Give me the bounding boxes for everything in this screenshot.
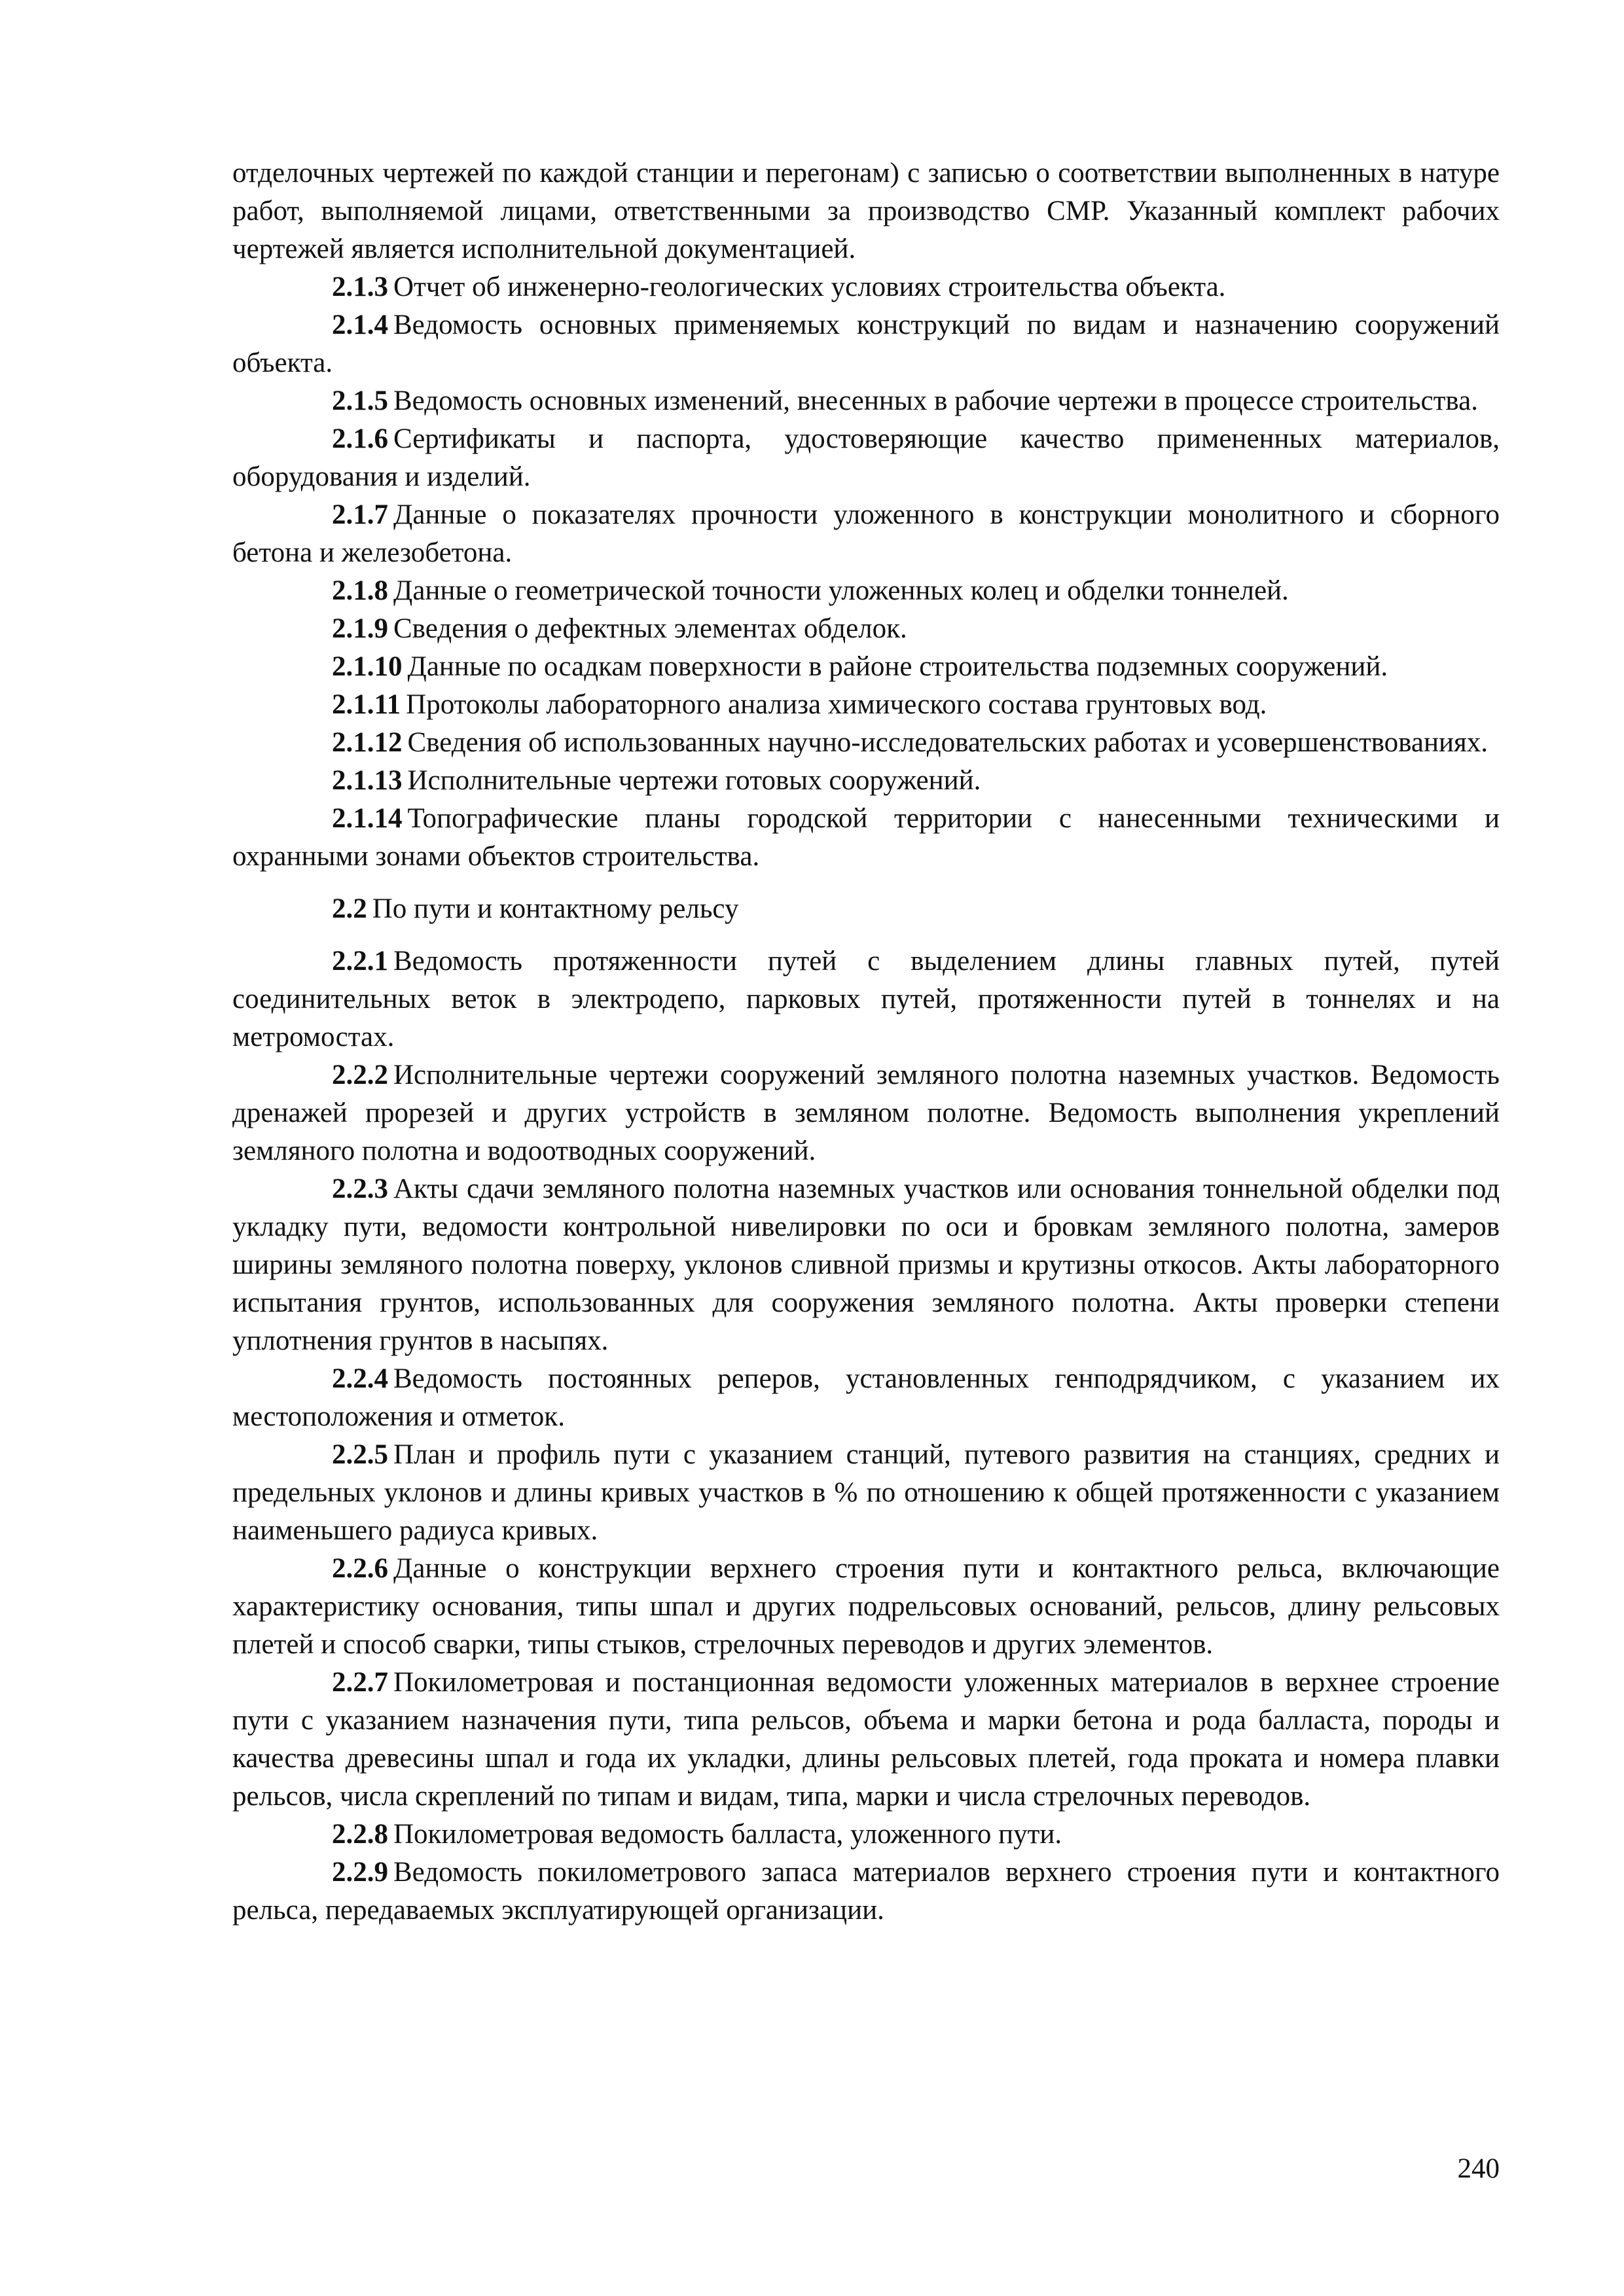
paragraph-2-1-13 bbox=[232, 762, 1500, 800]
paragraph-2-2-5 bbox=[232, 1436, 1500, 1550]
paragraph-text: Ведомость покилометрового запаса материалов верхнего строения пути и контактного рельса, передаваемых эксплуатирующей организации. bbox=[232, 1857, 1500, 1926]
paragraph-text: Отчет об инженерно-геологических условиях строительства объекта. bbox=[393, 272, 1226, 302]
section-number: 2.2.1 bbox=[332, 946, 388, 977]
paragraph-2-1-12 bbox=[232, 724, 1500, 762]
paragraph-text: Сертификаты и паспорта, удостоверяющие качество примененных материалов, оборудования и изделий. bbox=[232, 423, 1500, 492]
section-number: 2.2.9 bbox=[332, 1857, 388, 1888]
section-number: 2.2.6 bbox=[332, 1553, 388, 1584]
section-number: 2.1.6 bbox=[332, 423, 388, 454]
section-number: 2.1.14 bbox=[332, 803, 403, 834]
paragraph-2-1-3 bbox=[232, 268, 1500, 306]
section-number: 2.1.13 bbox=[332, 765, 403, 796]
paragraph-text: Ведомость протяженности путей с выделением длины главных путей, путей соединительных веток в электродепо, парковых путей, протяженности путей в тоннелях и на метромостах. bbox=[232, 946, 1500, 1052]
paragraph-2-2-3 bbox=[232, 1170, 1500, 1360]
section-number: 2.1.9 bbox=[332, 613, 388, 644]
section-number: 2.1.8 bbox=[332, 575, 388, 606]
paragraph-text: Ведомость основных изменений, внесенных в рабочие чертежи в процессе строительства. bbox=[393, 386, 1478, 416]
paragraph-2-1-5 bbox=[232, 382, 1500, 420]
paragraph-text: Акты сдачи земляного полотна наземных участков или основания тоннельной обделки под укладку пути, ведомости контрольной нивелировки по оси и бровкам земляного полотна, замеров ширины земляного полотна поверху, уклонов сливной призмы и крутизны откосов. Акты лабораторного испытания грунтов, использованных для сооружения земляного полотна. Акты проверки степени уплотнения грунтов в насыпях. bbox=[232, 1174, 1500, 1356]
paragraph-2-2-7 bbox=[232, 1664, 1500, 1816]
paragraph-text: Исполнительные чертежи готовых сооружений. bbox=[407, 765, 981, 796]
paragraph-2-1-10 bbox=[232, 648, 1500, 686]
paragraph-text: Ведомость постоянных реперов, установленных генподрядчиком, с указанием их местоположения и отметок. bbox=[232, 1363, 1500, 1432]
paragraph-2-2-4 bbox=[232, 1360, 1500, 1436]
paragraph-text: Топографические планы городской территории с нанесенными техническими и охранными зонами объектов строительства. bbox=[232, 803, 1500, 872]
section-number: 2.2.3 bbox=[332, 1174, 388, 1204]
paragraph-text: Покилометровая ведомость балласта, уложенного пути. bbox=[393, 1819, 1062, 1850]
section-number: 2.1.12 bbox=[332, 727, 403, 758]
section-number: 2.1.11 bbox=[332, 689, 401, 720]
paragraph-text: Ведомость основных применяемых конструкций по видам и назначению сооружений объекта. bbox=[232, 310, 1500, 378]
paragraph-text: Данные о геометрической точности уложенных колец и обделки тоннелей. bbox=[393, 575, 1289, 606]
paragraph-2-2-9 bbox=[232, 1854, 1500, 1929]
paragraph-text: Сведения о дефектных элементах обделок. bbox=[393, 613, 907, 644]
paragraph-text: Данные по осадкам поверхности в районе строительства подземных сооружений. bbox=[407, 651, 1388, 682]
section-number: 2.2.8 bbox=[332, 1819, 388, 1850]
paragraph-2-2-2 bbox=[232, 1056, 1500, 1170]
paragraph-text: Сведения об использованных научно-исследовательских работах и усовершенствованиях. bbox=[407, 727, 1489, 758]
paragraph-2-1-6 bbox=[232, 420, 1500, 496]
paragraph-2-1-9 bbox=[232, 610, 1500, 648]
paragraph-text: План и профиль пути с указанием станций, путевого развития на станциях, средних и предельных уклонов и длины кривых участков в % по отношению к общей протяженности с указанием наименьшего радиуса кривых. bbox=[232, 1439, 1500, 1546]
paragraph-2-1-7 bbox=[232, 496, 1500, 572]
section-number: 2.2.2 bbox=[332, 1060, 388, 1090]
paragraph-2-2-8 bbox=[232, 1816, 1500, 1854]
section-heading-text: По пути и контактному рельсу bbox=[372, 893, 739, 924]
document-body bbox=[232, 154, 1500, 1929]
section-number: 2.2.5 bbox=[332, 1439, 388, 1470]
section-number: 2.1.3 bbox=[332, 272, 388, 302]
paragraph-2-1-14 bbox=[232, 800, 1500, 876]
section-heading-2-2 bbox=[232, 890, 1500, 928]
paragraph-2-2-6 bbox=[232, 1550, 1500, 1664]
paragraph-continuation bbox=[232, 154, 1500, 268]
paragraph-text: Данные о показателях прочности уложенного в конструкции монолитного и сборного бетона и железобетона. bbox=[232, 499, 1500, 568]
paragraph-text: Данные о конструкции верхнего строения пути и контактного рельса, включающие характеристику основания, типы шпал и других подрельсовых оснований, рельсов, длину рельсовых плетей и способ сварки, типы стыков, стрелочных переводов и других элементов. bbox=[232, 1553, 1500, 1660]
section-number: 2.1.5 bbox=[332, 386, 388, 416]
page-number: 240 bbox=[1457, 2153, 1500, 2184]
paragraph-text: Протоколы лабораторного анализа химического состава грунтовых вод. bbox=[406, 689, 1267, 720]
section-number: 2.2.7 bbox=[332, 1667, 388, 1698]
paragraph-2-1-8 bbox=[232, 572, 1500, 610]
section-number: 2.1.7 bbox=[332, 499, 388, 530]
section-number: 2.1.10 bbox=[332, 651, 403, 682]
section-number: 2.2 bbox=[332, 893, 367, 924]
section-number: 2.1.4 bbox=[332, 310, 388, 340]
paragraph-text: отделочных чертежей по каждой станции и перегонам) с записью о соответствии выполненных в натуре работ, выполняемой лицами, ответственными за производство СМР. Указанный комплект рабочих чертежей является исполнительной документацией. bbox=[232, 158, 1500, 264]
paragraph-2-1-4 bbox=[232, 306, 1500, 382]
paragraph-text: Исполнительные чертежи сооружений земляного полотна наземных участков. Ведомость дренажей прорезей и других устройств в земляном полотне. Ведомость выполнения укреплений земляного полотна и водоотводных сооружений. bbox=[232, 1060, 1500, 1166]
paragraph-2-1-11 bbox=[232, 686, 1500, 724]
paragraph-text: Покилометровая и постанционная ведомости уложенных материалов в верхнее строение пути с указанием назначения пути, типа рельсов, объема и марки бетона и рода балласта, породы и качества древесины шпал и года их укладки, длины рельсовых плетей, года проката и номера плавки рельсов, числа скреплений по типам и видам, типа, марки и числа стрелочных переводов. bbox=[232, 1667, 1500, 1812]
paragraph-2-2-1 bbox=[232, 942, 1500, 1056]
section-number: 2.2.4 bbox=[332, 1363, 388, 1394]
